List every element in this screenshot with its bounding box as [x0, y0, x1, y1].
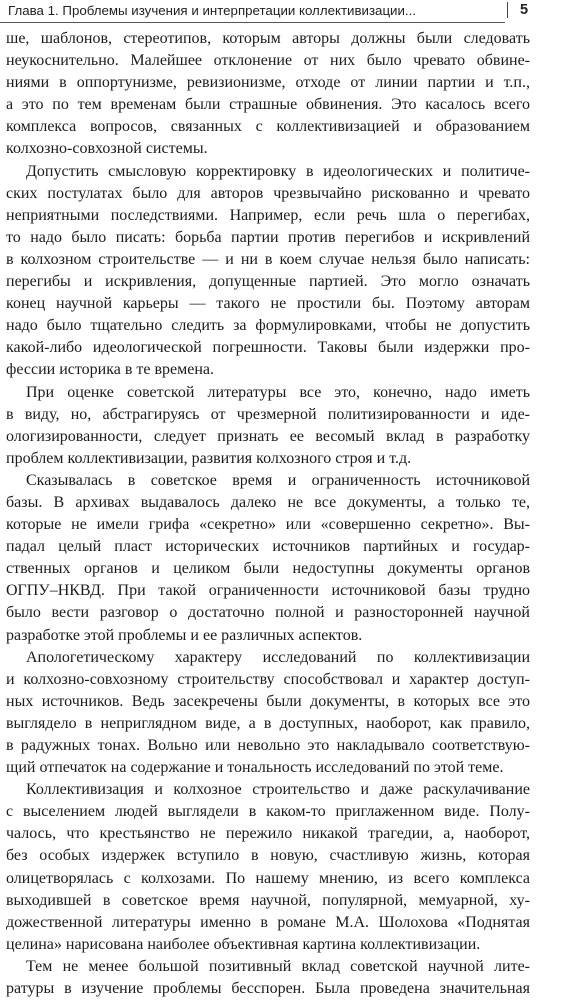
text-line: и колхозно-совхозному строительству способствовал и характер доступ-: [6, 670, 530, 688]
text-line: чалось, что крестьянство не пережило никакой трагедии, а, наоборот,: [6, 825, 530, 843]
text-line: При оценке советской литературы все это, конечно, надо иметь: [26, 383, 530, 401]
text-line: ше, шаблонов, стереотипов, которым авторы должны были следовать: [6, 30, 530, 47]
text-line: неукоснительно. Малейшее отклонение от них было чревато обвине-: [6, 52, 530, 70]
text-line: конец научной карьеры — такого не простили бы. Поэтому авторам: [6, 295, 530, 313]
text-line: ных источников. Ведь засекречены были документы, в которых все это: [6, 692, 530, 710]
header-divider: [507, 2, 508, 18]
text-line: ологизированности, следует признать ее весомый вклад в разработку: [6, 427, 530, 445]
text-line: то надо было писать: борьба партии против перегибов и искривлений: [6, 228, 530, 246]
text-line: с выселением людей выглядели в каком-то приглаженном виде. Полу-: [6, 803, 530, 821]
body-text: [6, 28, 530, 1000]
text-line: перегибы и искривления, допущенные партией. Это могло означать: [6, 273, 530, 291]
text-line: Коллективизация и колхозное строительство и даже раскулачивание: [26, 781, 530, 799]
text-line: ских постулатах было для авторов чрезвычайно рискованно и чревато: [6, 184, 530, 202]
text-line: базы. В архивах выдавалось далеко не все документы, а только те,: [6, 493, 530, 511]
text-line: без особых издержек вступило в новую, счастливую жизнь, которая: [6, 847, 530, 865]
text-line: комплекса вопросов, связанных с коллективизацией и образованием: [6, 118, 530, 136]
text-line: Сказывалась в советское время и ограниченность источниковой: [26, 471, 530, 489]
text-line: целина» нарисована наиболее объективная картина коллективизации.: [6, 935, 481, 953]
text-line: дожественной литературы именно в романе М.А. Шолохова «Поднятая: [6, 913, 530, 931]
text-line: проблем коллективизации, развития колхозного строя и т.д.: [6, 449, 412, 467]
text-line: разработке этой проблемы и ее различных аспектов.: [6, 626, 363, 644]
text-line: фессии историка в те времена.: [6, 361, 215, 379]
text-line: ственных органов и целиком были недоступны документы органов: [6, 560, 530, 578]
text-line: неприятными последствиями. Например, если речь шла о перегибах,: [6, 206, 530, 224]
chapter-title: Глава 1. Проблемы изучения и интерпретации коллективизации...: [8, 3, 416, 18]
text-line: надо было тщательно следить за формулировками, чтобы не допустить: [6, 317, 530, 335]
text-line: падал целый пласт исторических источников партийных и государ-: [6, 538, 530, 556]
text-line: ОГПУ–НКВД. При такой ограниченности источниковой базы трудно: [6, 582, 530, 600]
text-line: ниями в оппортунизме, ревизионизме, отходе от линии партии и т.п.,: [6, 74, 530, 92]
text-line: щий отпечаток на содержание и тональность исследований по этой теме.: [6, 759, 504, 777]
text-line: в радужных тонах. Вольно или невольно это накладывало соответствую-: [6, 737, 530, 754]
text-line: олицетворялась с колхозами. По нашему мнению, из всего комплекса: [6, 869, 530, 887]
text-line: какой-либо идеологической погрешности. Таковы были издержки про-: [6, 339, 530, 357]
text-line: которые не имели грифа «секретно» или «совершенно секретно». Вы-: [6, 516, 530, 534]
text-line: было вести разговор о достаточно полной и разносторонней научной: [6, 604, 530, 622]
text-line: выходившей в советское время научной, популярной, мемуарной, ху-: [6, 891, 530, 909]
text-line: ратуры в изучение проблемы бесспорен. Была проведена значительная: [6, 980, 530, 998]
text-line: Апологетическому характеру исследований по коллективизации: [26, 648, 530, 666]
text-line: выглядело в неприглядном виде, а в доступных, наоборот, как правило,: [6, 714, 530, 732]
text-line: Допустить смысловую корректировку в идеологических и политиче-: [26, 162, 530, 180]
running-header: [0, 0, 564, 22]
text-line: в колхозном строительстве — и ни в коем случае нельзя было написать:: [6, 250, 530, 268]
text-line: колхозно-совхозной системы.: [6, 140, 208, 158]
text-line: Тем не менее большой позитивный вклад советской научной лите-: [26, 957, 530, 975]
header-rule: [0, 22, 505, 23]
text-line: в виду, но, абстрагируясь от чрезмерной политизированности и иде-: [6, 405, 530, 423]
text-line: а это по тем временам были страшные обвинения. Это касалось всего: [6, 96, 530, 114]
page-number: 5: [520, 2, 529, 18]
